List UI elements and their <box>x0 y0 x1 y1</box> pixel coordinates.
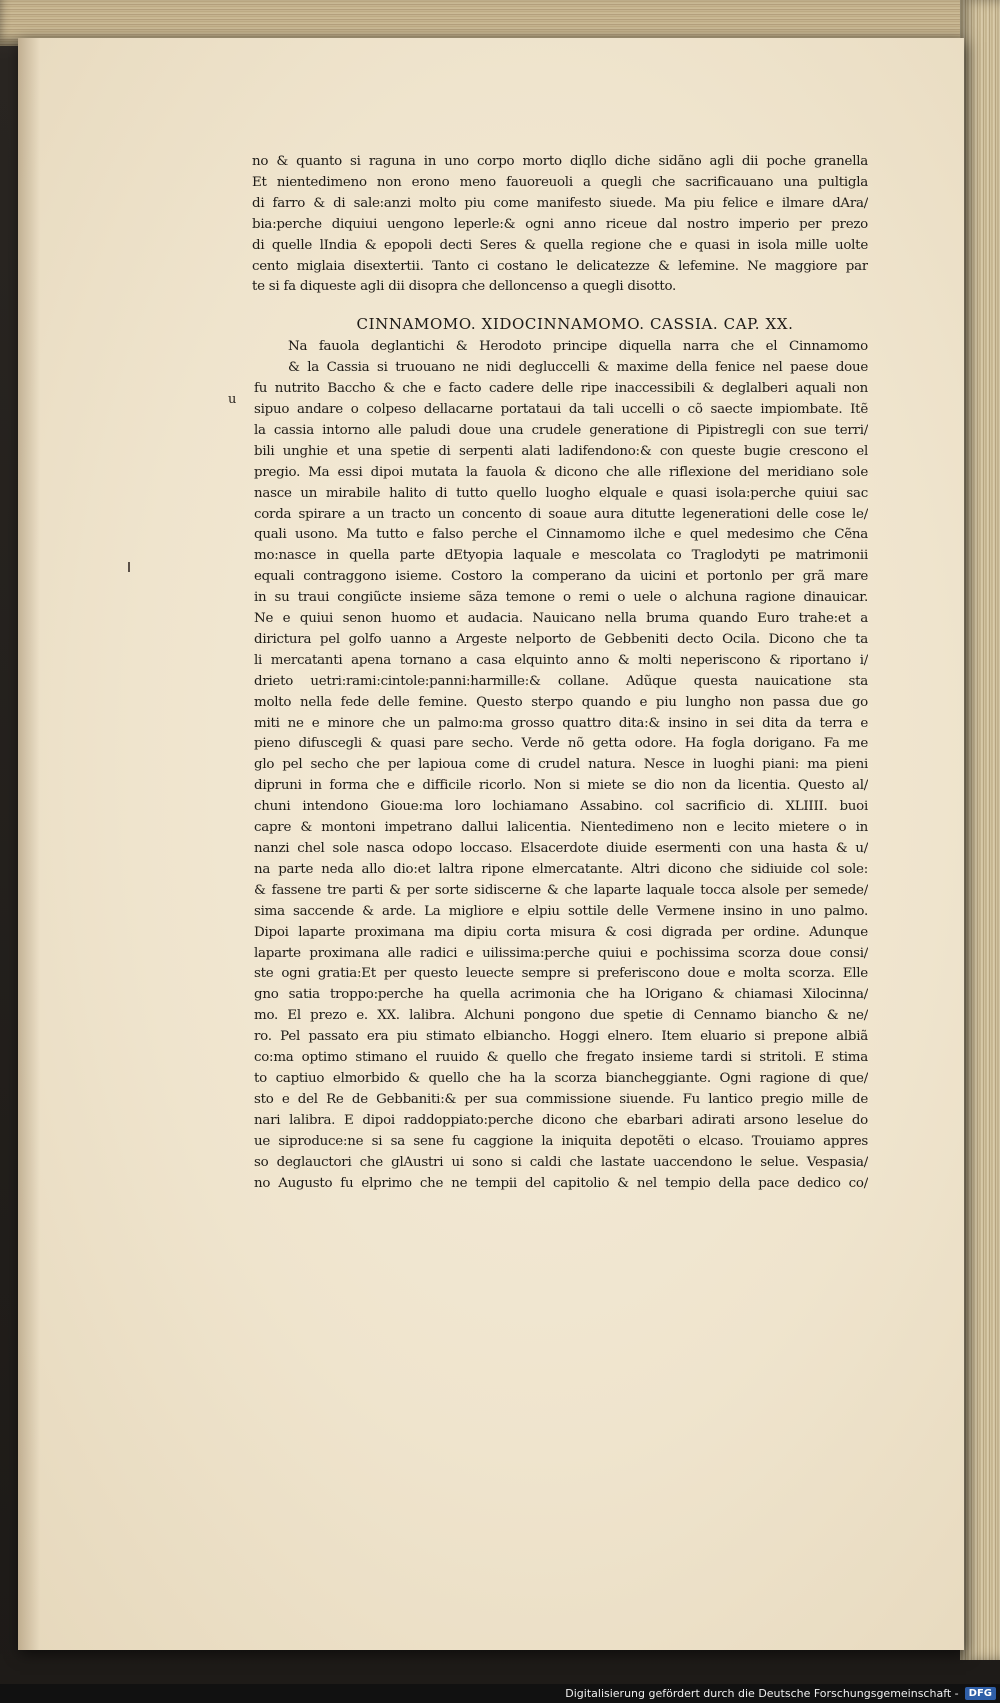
text-line: la cassia intorno alle paludi doue una crudele generatione di Pipistregli con sue terri/ <box>254 422 868 438</box>
text-line: dirictura pel golfo uanno a Argeste nelporto de Gebbeniti decto Ocila. Dicono che ta <box>254 631 868 647</box>
text-line: di quelle lIndia & epopoli decti Seres & quella regione che e quasi in isola mille uolte <box>252 237 868 253</box>
text-line: na parte neda allo dio:et laltra ripone elmercatante. Altri dicono che sidiuide col sole: <box>254 861 868 877</box>
text-line: chuni intendono Gioue:ma loro lochiamano Assabino. col sacrificio di. XLIIII. buoi <box>254 799 868 815</box>
text-line: in su traui congiũcte insieme sãza temone o remi o uele o alchuna ragione dinauicar. <box>254 590 868 606</box>
text-line: miti ne e minore che un palmo:ma grosso quattro dita:& insino in sei dita da terra e <box>254 715 868 731</box>
text-line: molto nella fede delle femine. Questo sterpo quando e piu lungho non passa due go <box>254 694 868 710</box>
text-line: ro. Pel passato era piu stimato elbiancho. Hoggi elnero. Item eluario si prepone albiã <box>254 1029 868 1045</box>
text-line: & fassene tre parti & per sorte sidiscerne & che laparte laquale tocca alsole per semede/ <box>254 882 868 898</box>
text-line: corda spirare a un tracto un concento di soaue aura ditutte legenerationi delle cose le/ <box>254 506 868 522</box>
text-line: Na fauola deglantichi & Herodoto principe diquella narra che el Cinnamomo <box>288 339 868 355</box>
text-line: quali usono. Ma tutto e falso perche el Cinnamomo ilche e quel medesimo che Cẽna <box>254 527 868 543</box>
page-gutter-shadow <box>18 38 40 1650</box>
text-line: te si fa diqueste agli dii disopra che delloncenso a quegli disotto. <box>252 279 677 295</box>
text-line: glo pel secho che per lapioua come di crudel natura. Nesce in luoghi piani: ma pieni <box>254 757 868 773</box>
text-line: nanzi chel sole nasca odopo loccaso. Elsacerdote diuide esermenti con una hasta & u/ <box>254 841 868 856</box>
text-line: ste ogni gratia:Et per questo leuecte sempre si preferiscono doue e molta scorza. Elle <box>254 966 868 982</box>
footer-bar <box>0 1684 1000 1703</box>
text-line: co:ma optimo stimano el ruuido & quello che fregato insieme tardi si stritoli. E stima <box>254 1050 868 1066</box>
text-line: sima saccende & arde. La migliore e elpiu sottile delle Vermene insino in uno palmo. <box>254 903 868 919</box>
text-line: Ne e quiui senon huomo et audacia. Nauicano nella bruma quando Euro trahe:et a <box>254 611 868 627</box>
text-line: drieto uetri:rami:cintole:panni:harmille:& collane. Adũque questa nauicatione sta <box>254 673 868 689</box>
top-paragraph <box>252 152 868 298</box>
text-line: no & quanto si raguna in uno corpo morto diqllo diche sidãno agli dii poche granella <box>252 154 868 169</box>
text-line: cento miglaia disextertii. Tanto ci costano le delicatezze & lefemine. Ne maggiore par <box>252 258 868 274</box>
text-block <box>252 152 868 1194</box>
initial-letter-guide: u <box>228 392 237 407</box>
text-line: sto e del Re de Gebbaniti:& per sua commissione siuende. Fu lantico pregio mille de <box>254 1091 868 1107</box>
footer-credit: Digitalisierung gefördert durch die Deutsche Forschungsgemeinschaft - <box>565 1687 959 1700</box>
text-line: ue siproduce:ne si sa sene fu caggione la iniquita depotẽti o elcaso. Trouiamo appres <box>254 1133 868 1149</box>
dfg-logo-icon: DFG <box>965 1687 996 1700</box>
text-line: laparte proximana alle radici e uilissima:perche quiui e pochissima scorza doue consi/ <box>254 945 868 961</box>
text-line: bia:perche diquiui uengono leperle:& ogni anno riceue dal nostro imperio per prezo <box>252 216 868 232</box>
text-line: pregio. Ma essi dipoi mutata la fauola & dicono che alle riflexione del meridiano sole <box>254 464 868 480</box>
text-line: Et nientedimeno non erono meno fauoreuoli a quegli che sacrificauano una pultigla <box>252 174 868 190</box>
text-line: mo. El prezo e. XX. lalibra. Alchuni pongono due spetie di Cennamo biancho & ne/ <box>254 1008 868 1024</box>
chapter-body <box>252 337 868 1194</box>
text-line: bili unghie et una spetie di serpenti alati ladifendono:& con queste bugie crescono el <box>254 443 868 459</box>
text-line: no Augusto fu elprimo che ne tempii del capitolio & nel tempio della pace dedico co/ <box>254 1175 868 1191</box>
text-line: nasce un mirabile halito di tutto quello luogho elquale e quasi isola:perche quiui sac <box>254 485 868 501</box>
text-line: gno satia troppo:perche ha quella acrimonia che ha lOrigano & chiamasi Xilocinna/ <box>254 987 868 1003</box>
text-line: sipuo andare o colpeso dellacarne portataui da tali uccelli o cõ saecte impiombate. Itẽ <box>254 401 868 417</box>
text-line: & la Cassia si truouano ne nidi degluccelli & maxime della fenice nel paese doue <box>288 360 868 376</box>
text-line: to captiuo elmorbido & quello che ha la scorza biancheggiante. Ogni ragione di que/ <box>254 1070 868 1086</box>
text-line: Dipoi laparte proximana ma dipiu corta misura & cosi digrada per ordine. Adunque <box>254 924 868 940</box>
text-line: capre & montoni impetrano dallui lalicentia. Nientedimeno non e lecito mietere o in <box>254 820 868 836</box>
text-line: di farro & di sale:anzi molto piu come manifesto siuede. Ma piu felice e ilmare dAra/ <box>252 195 868 211</box>
text-line: pieno difuscegli & quasi pare secho. Verde nõ getta odore. Ha fogla dorigano. Fa me <box>254 736 868 752</box>
text-line: so deglauctori che glAustri ui sono si caldi che lastate uaccendono le selue. Vespasia/ <box>254 1154 868 1170</box>
margin-mark <box>128 562 130 572</box>
text-line: mo:nasce in quella parte dEtyopia laquale e mescolata co Traglodyti pe matrimonii <box>254 548 868 564</box>
text-line: nari lalibra. E dipoi raddoppiato:perche dicono che ebarbari adirati arsono leselue do <box>254 1112 868 1128</box>
text-line: li mercatanti apena tornano a casa elquinto anno & molti neperiscono & riportano i/ <box>254 652 868 668</box>
text-line: equali contraggono isieme. Costoro la comperano da uicini et portonlo per grã mare <box>254 569 868 585</box>
text-line: dipruni in forma che e difficile ricorlo. Non si miete se dio non da licentia. Questo al/ <box>254 778 868 794</box>
book-right-edge <box>960 0 1000 1660</box>
chapter-heading: CINNAMOMO. XIDOCINNAMOMO. CASSIA. CAP. XX. <box>356 315 794 334</box>
text-line: fu nutrito Baccho & che e facto cadere delle ripe inaccessibili & deglalberi aquali non <box>254 381 868 397</box>
